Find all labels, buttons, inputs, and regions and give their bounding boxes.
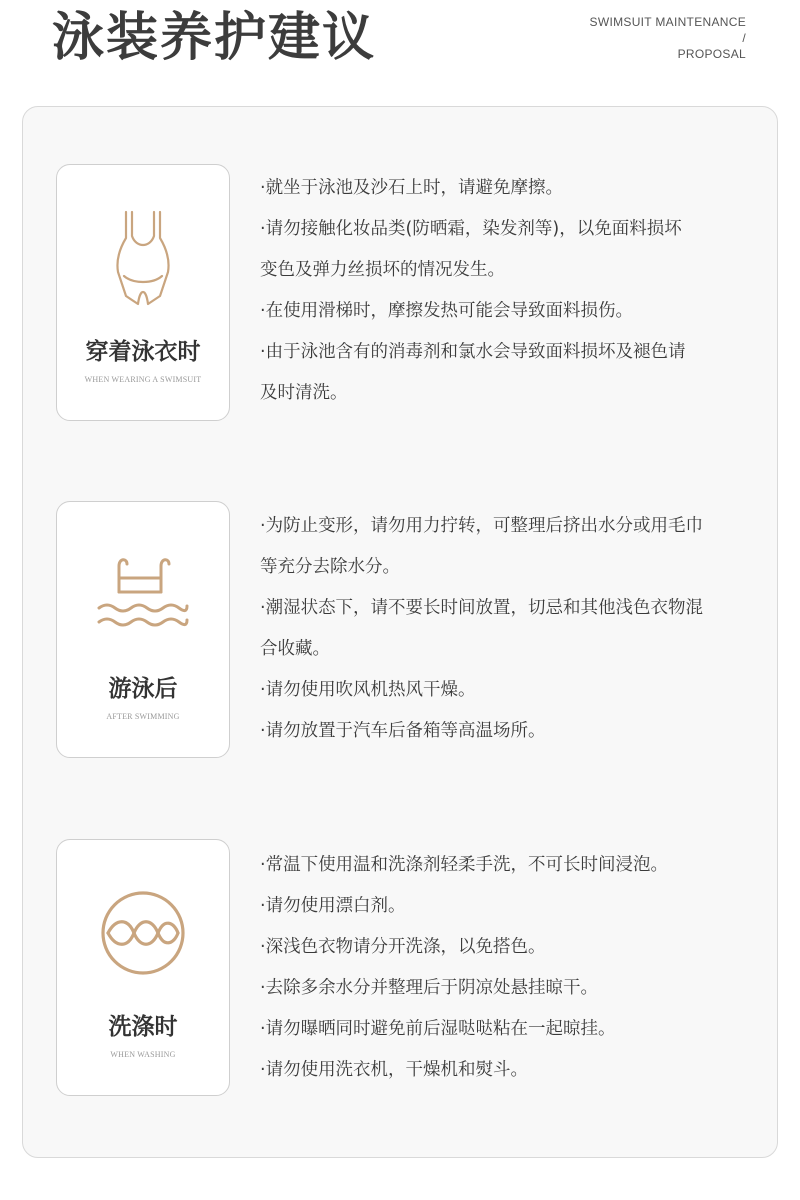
tip-item: ·请勿使用吹风机热风干燥。 [260, 680, 476, 700]
tips-wearing [260, 168, 780, 414]
card-subtitle: AFTER SWIMMING [106, 712, 180, 721]
page-title: 泳装养护建议 [52, 8, 377, 68]
page-subtitle [566, 14, 746, 62]
card-title: 洗涤时 [108, 1014, 178, 1040]
tip-item: ·请勿放置于汽车后备箱等高温场所。 [260, 721, 546, 741]
card-wearing [56, 164, 230, 421]
card-subtitle: WHEN WASHING [110, 1050, 176, 1059]
tip-item: ·请勿使用漂白剂。 [260, 896, 406, 916]
tip-item: ·常温下使用温和洗涤剂轻柔手洗，不可长时间浸泡。 [260, 855, 669, 875]
card-washing [56, 839, 230, 1096]
tip-item: ·潮湿状态下，请不要长时间放置，切忌和其他浅色衣物混 合收藏。 [260, 598, 704, 659]
tip-item: ·去除多余水分并整理后于阴凉处悬挂晾干。 [260, 978, 599, 998]
washing-twist-icon [57, 878, 229, 988]
tip-item: ·请勿曝晒同时避免前后湿哒哒粘在一起晾挂。 [260, 1019, 616, 1039]
tips-after-swimming [260, 506, 780, 752]
tip-item: ·为防止变形，请勿用力拧转，可整理后挤出水分或用毛巾 等充分去除水分。 [260, 516, 704, 577]
card-subtitle: WHEN WEARING A SWIMSUIT [84, 375, 202, 384]
tips-washing [260, 845, 780, 1091]
tip-item: ·就坐于泳池及沙石上时，请避免摩擦。 [260, 178, 564, 198]
tip-item: ·请勿接触化妆品类(防晒霜，染发剂等)，以免面料损坏 变色及弹力丝损坏的情况发生。 [260, 219, 682, 280]
tip-item: ·由于泳池含有的消毒剂和氯水会导致面料损坏及褪色请 及时清洗。 [260, 342, 686, 403]
tip-item: ·请勿使用洗衣机，干燥机和熨斗。 [260, 1060, 529, 1080]
card-title: 穿着泳衣时 [85, 339, 201, 365]
subtitle-line-3: PROPOSAL [677, 47, 746, 61]
subtitle-line-2: / [742, 31, 746, 45]
subtitle-line-1: SWIMSUIT MAINTENANCE [589, 15, 746, 29]
card-title: 游泳后 [108, 676, 178, 702]
card-after-swimming [56, 501, 230, 758]
swimsuit-icon [57, 203, 229, 313]
pool-ladder-icon [57, 540, 229, 650]
tip-item: ·深浅色衣物请分开洗涤，以免搭色。 [260, 937, 546, 957]
tip-item: ·在使用滑梯时，摩擦发热可能会导致面料损伤。 [260, 301, 634, 321]
